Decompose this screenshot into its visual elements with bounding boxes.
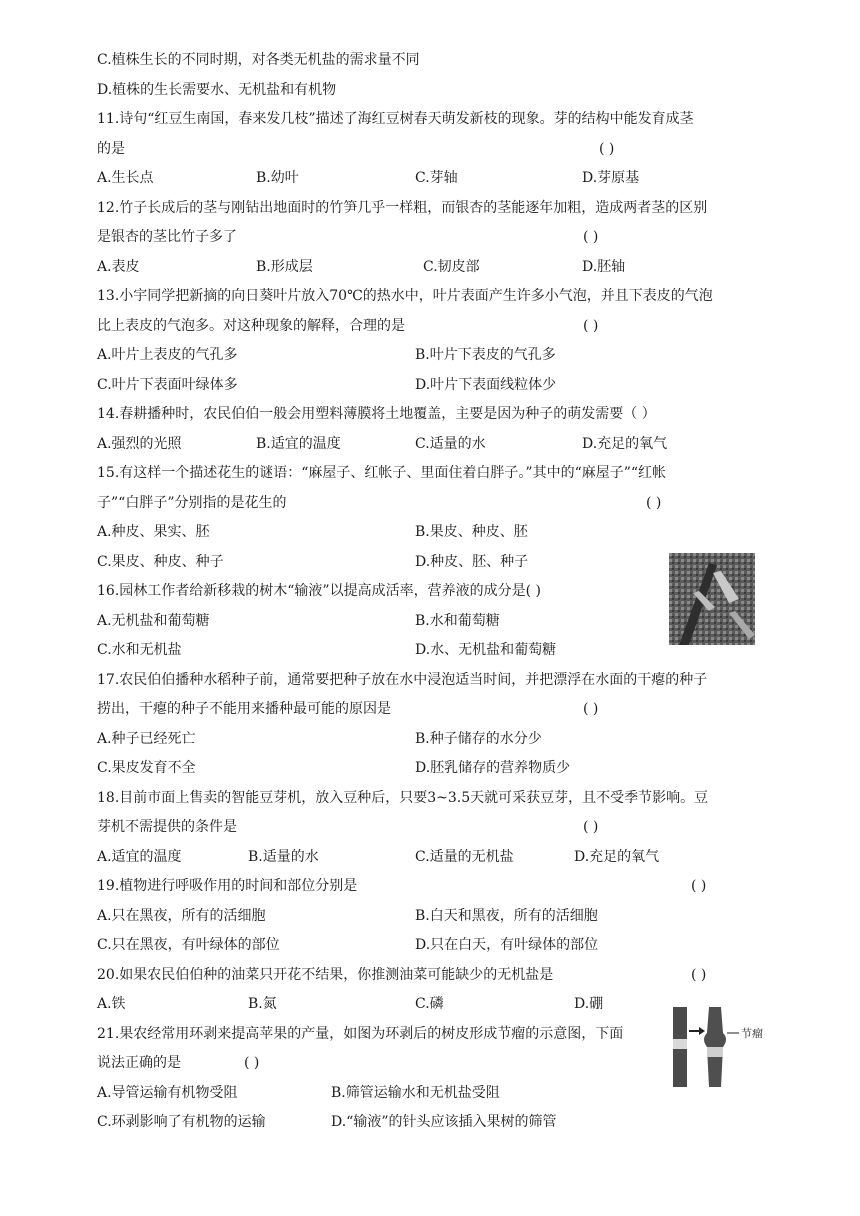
option-d: D.芽原基	[582, 170, 640, 186]
option-a: A.导管运输有机物受阻	[97, 1085, 238, 1101]
option-d: D.充足的氧气	[574, 849, 660, 865]
question-18-stem-cont: 芽机不需提供的条件是	[97, 819, 237, 835]
option-d: D.种皮、胚、种子	[415, 554, 529, 570]
option-a: A.适宜的温度	[97, 849, 182, 865]
arrow-icon	[699, 1027, 705, 1035]
option-c: C.韧皮部	[423, 259, 480, 275]
option-a: A.只在黑夜，所有的活细胞	[97, 908, 266, 924]
question-15-stem: 15.有这样一个描述花生的谜语：“麻屋子、红帐子、里面住着白胖子。”其中的“麻屋子”“红帐	[97, 465, 667, 481]
option-c: C.适量的水	[415, 436, 486, 452]
question-17-stem-cont: 捞出，干瘪的种子不能用来播种最可能的原因是	[97, 701, 391, 717]
option-d: D.充足的氧气	[582, 436, 668, 452]
option-b: B.适量的水	[248, 849, 319, 865]
question-21-stem: 21.果农经常用环剥来提高苹果的产量，如图为环剥后的树皮形成节瘤的示意图，下面	[97, 1026, 624, 1042]
tree-infusion-photo	[669, 553, 755, 645]
option-d: D.水、无机盐和葡萄糖	[415, 642, 557, 658]
option-a: A.无机盐和葡萄糖	[97, 613, 210, 629]
option-b: B.叶片下表皮的气孔多	[415, 347, 556, 363]
answer-blank: ( )	[691, 878, 707, 894]
question-16-stem: 16.园林工作者给新移栽的树木“输液”以提高成活率，营养液的成分是( )	[97, 583, 541, 599]
answer-blank: ( )	[583, 819, 599, 835]
question-18-stem: 18.目前市面上售卖的智能豆芽机，放入豆种后，只要3~3.5天就可采获豆芽，且不受季节影响。豆	[97, 790, 709, 806]
question-13-stem: 13.小宇同学把新摘的向日葵叶片放入70℃的热水中，叶片表面产生许多小气泡，并且下表皮的气泡	[97, 288, 713, 304]
question-20-stem: 20.如果农民伯伯种的油菜只开花不结果，你推测油菜可能缺少的无机盐是	[97, 967, 554, 983]
option-d: D.叶片下表面线粒体少	[415, 377, 557, 393]
option-d: D.“输液”的针头应该插入果树的筛管	[331, 1114, 557, 1130]
option-d: D.硼	[574, 996, 604, 1012]
option-c-q10: C.植株生长的不同时期，对各类无机盐的需求量不同	[97, 52, 420, 68]
option-b: B.适宜的温度	[256, 436, 341, 452]
question-12-stem-cont: 是银杏的茎比竹子多了	[97, 229, 237, 245]
option-c: C.磷	[415, 996, 444, 1012]
question-19-stem: 19.植物进行呼吸作用的时间和部位分别是	[97, 878, 358, 894]
question-17-stem: 17.农民伯伯播种水稻种子前，通常要把种子放在水中浸泡适当时间，并把漂浮在水面的干瘪的种子	[97, 672, 708, 688]
option-c: C.适量的无机盐	[415, 849, 514, 865]
question-14-stem: 14.春耕播种时，农民伯伯一般会用塑料薄膜将土地覆盖，主要是因为种子的萌发需要（ ）	[97, 406, 656, 422]
answer-blank: ( )	[583, 701, 599, 717]
option-d: D.胚轴	[582, 259, 626, 275]
option-c: C.果皮发育不全	[97, 760, 196, 776]
question-11-stem-cont: 的是	[97, 141, 125, 157]
question-21-stem-cont: 说法正确的是	[97, 1055, 181, 1071]
option-c: C.芽轴	[415, 170, 458, 186]
option-d: D.只在白天，有叶绿体的部位	[415, 937, 599, 953]
answer-blank: ( )	[691, 967, 707, 983]
question-15-stem-cont: 子”“白胖子”分别指的是花生的	[97, 495, 287, 511]
option-a: A.强烈的光照	[97, 436, 182, 452]
option-b: B.幼叶	[256, 170, 299, 186]
question-11-stem: 11.诗句“红豆生南国，春来发几枝”描述了海红豆树春天萌发新枝的现象。芽的结构中能发育成茎	[97, 111, 694, 127]
option-b: B.白天和黑夜，所有的活细胞	[415, 908, 598, 924]
option-a: A.生长点	[97, 170, 154, 186]
option-a: A.种子已经死亡	[97, 731, 196, 747]
option-c: C.只在黑夜，有叶绿体的部位	[97, 937, 280, 953]
answer-blank: ( )	[244, 1055, 260, 1071]
option-b: B.筛管运输水和无机盐受阻	[331, 1085, 500, 1101]
answer-blank: ( )	[583, 318, 599, 334]
option-b: B.水和葡萄糖	[415, 613, 500, 629]
option-b: B.氮	[248, 996, 277, 1012]
option-d-q10: D.植株的生长需要水、无机盐和有机物	[97, 82, 337, 98]
option-a: A.铁	[97, 996, 126, 1012]
node-label: 节瘤	[741, 1027, 763, 1040]
option-c: C.叶片下表面叶绿体多	[97, 377, 238, 393]
question-12-stem: 12.竹子长成后的茎与刚钻出地面时的竹笋几乎一样粗，而银杏的茎能逐年加粗，造成两者茎的区别	[97, 200, 708, 216]
option-a: A.种皮、果实、胚	[97, 524, 210, 540]
option-a: A.叶片上表皮的气孔多	[97, 347, 238, 363]
answer-blank: ( )	[599, 141, 615, 157]
question-13-stem-cont: 比上表皮的气泡多。对这种现象的解释，合理的是	[97, 318, 405, 334]
option-b: B.种子储存的水分少	[415, 731, 542, 747]
option-c: C.果皮、种皮、种子	[97, 554, 224, 570]
option-d: D.胚乳储存的营养物质少	[415, 760, 571, 776]
option-b: B.形成层	[256, 259, 313, 275]
option-b: B.果皮、种皮、胚	[415, 524, 528, 540]
girdling-node-diagram	[671, 1003, 771, 1091]
option-c: C.水和无机盐	[97, 642, 182, 658]
option-c: C.环剥影响了有机物的运输	[97, 1114, 266, 1130]
option-a: A.表皮	[97, 259, 140, 275]
answer-blank: ( )	[646, 495, 662, 511]
answer-blank: ( )	[583, 229, 599, 245]
